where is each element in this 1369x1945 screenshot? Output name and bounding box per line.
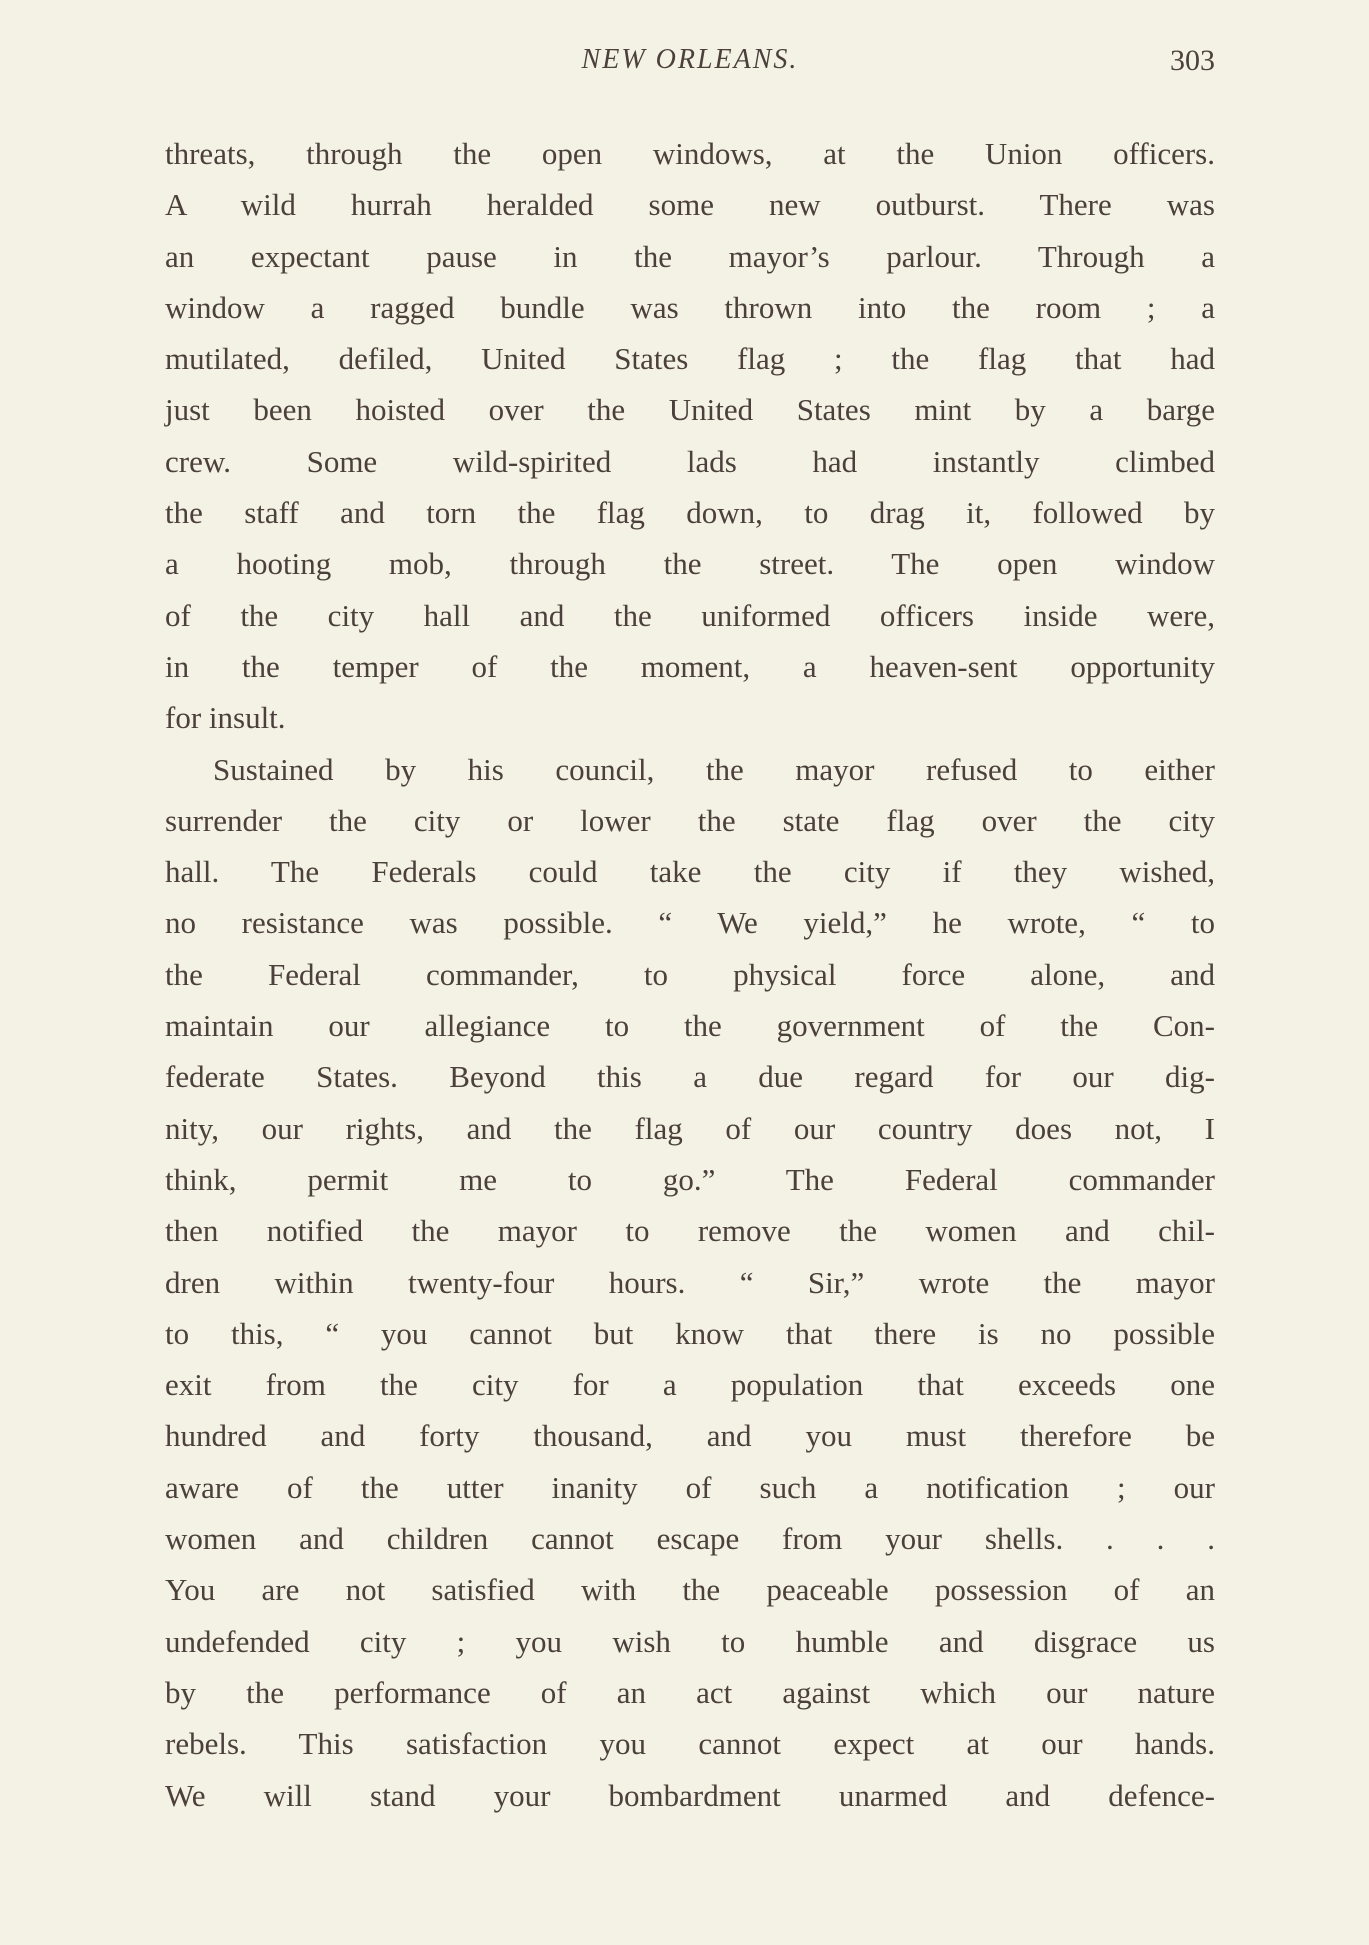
text-line: dren within twenty-four hours. “ Sir,” wrote the mayor [165,1264,1215,1300]
text-line: to this, “ you cannot but know that there is no possible [165,1315,1215,1351]
text-line: maintain our allegiance to the government of the Con- [165,1008,1215,1044]
text-line: We will stand your bombardment unarmed and defence- [165,1777,1215,1813]
text-line: federate States. Beyond this a due regard for our dig- [165,1059,1215,1095]
text-line: A wild hurrah heralded some new outburst. There was [165,187,1215,223]
text-line: surrender the city or lower the state flag over the city [165,802,1215,838]
text-line: the staff and torn the flag down, to drag it, followed by [165,495,1215,531]
text-line: for insult. [165,700,286,736]
page-number: 303 [1170,44,1215,77]
text-line: threats, through the open windows, at the Union officers. [165,136,1215,171]
text-line: just been hoisted over the United States mint by a barge [165,392,1215,428]
text-line: window a ragged bundle was thrown into the room ; a [165,289,1215,325]
text-line: an expectant pause in the mayor’s parlour. Through a [165,238,1215,274]
text-line: exit from the city for a population that exceeds one [165,1367,1215,1403]
text-line: think, permit me to go.” The Federal commander [165,1161,1215,1197]
text-line: no resistance was possible. “ We yield,” he wrote, “ to [165,905,1215,941]
text-line: then notified the mayor to remove the women and chil- [165,1213,1215,1249]
text-line: You are not satisfied with the peaceable possession of an [165,1572,1215,1608]
running-header [165,44,1215,84]
text-line: rebels. This satisfaction you cannot expect at our hands. [165,1726,1215,1762]
text-line: of the city hall and the uniformed officers inside were, [165,597,1215,633]
text-line: women and children cannot escape from your shells. . . . [165,1521,1215,1557]
text-line: undefended city ; you wish to humble and disgrace us [165,1623,1215,1659]
text-line: crew. Some wild-spirited lads had instantly climbed [165,443,1215,479]
text-line: mutilated, defiled, United States flag ; the flag that had [165,341,1215,377]
running-title: NEW ORLEANS. [581,44,799,75]
text-line: a hooting mob, through the street. The open window [165,546,1215,582]
text-line: aware of the utter inanity of such a notification ; our [165,1469,1215,1505]
text-line: nity, our rights, and the flag of our country does not, I [165,1110,1215,1146]
body-text [165,128,1215,1821]
text-line: hall. The Federals could take the city if they wished, [165,854,1215,890]
text-line: Sustained by his council, the mayor refused to either [213,751,1215,787]
text-line: by the performance of an act against which our nature [165,1674,1215,1710]
text-line: in the temper of the moment, a heaven-sent opportunity [165,648,1215,684]
text-line: the Federal commander, to physical force alone, and [165,956,1215,992]
text-line: hundred and forty thousand, and you must therefore be [165,1418,1215,1454]
